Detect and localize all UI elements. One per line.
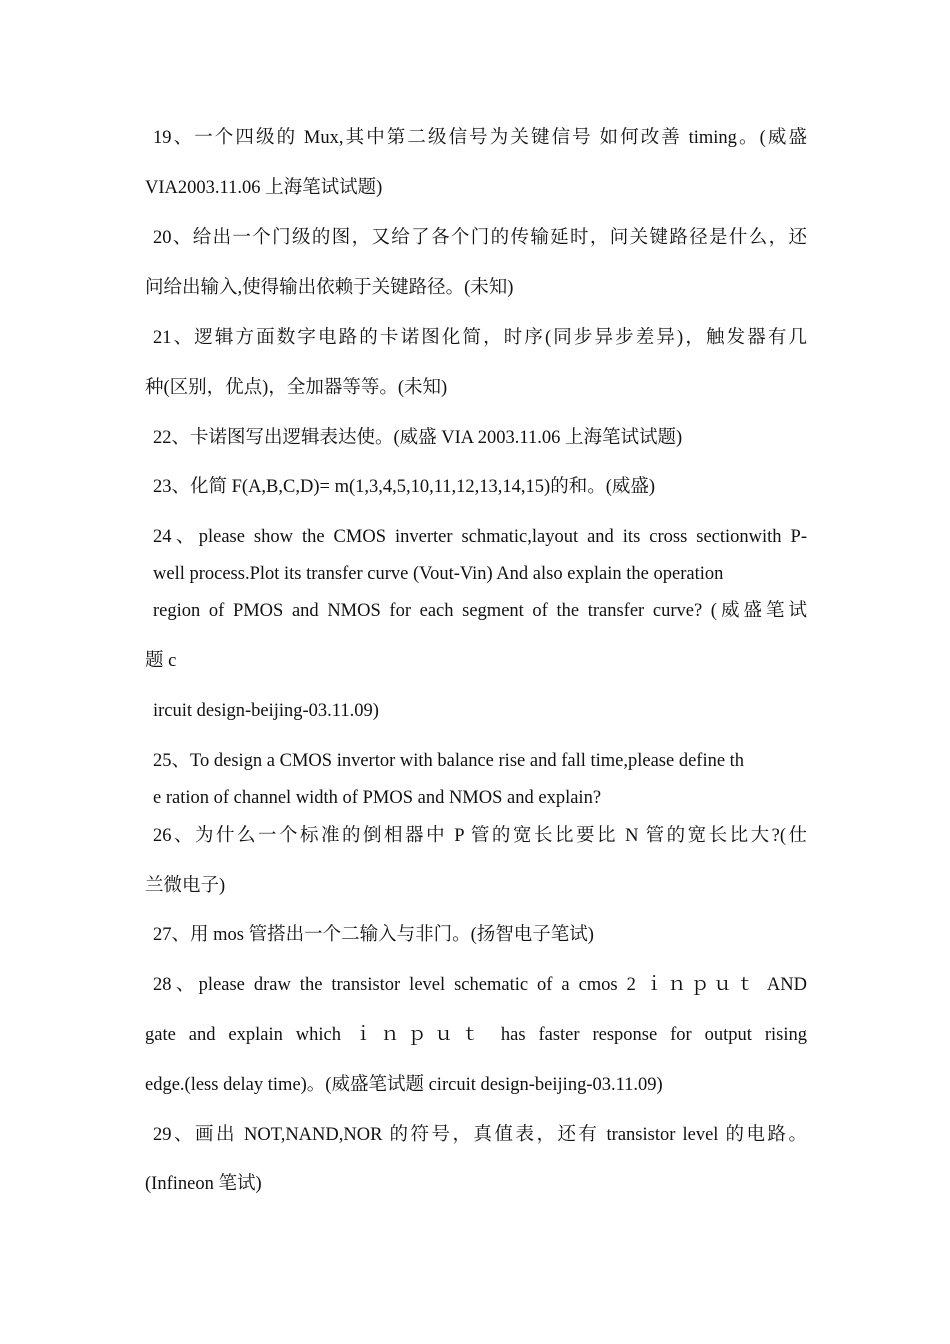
question-26-line-1: 26、为什么一个标准的倒相器中 P 管的宽长比要比 N 管的宽长比大?(仕 (153, 826, 807, 846)
question-26-line-2: 兰微电子) (145, 876, 226, 896)
question-24-line-2: well process.Plot its transfer curve (Vout-Vin) And also explain the operation (153, 564, 724, 584)
question-28-line-2: gate and explain which ｉｎｐｕｔ has faster response for output rising (145, 1025, 807, 1045)
question-24-line-5: ircuit design-beijing-03.11.09) (153, 701, 379, 721)
question-21-line-1: 21、逻辑方面数字电路的卡诺图化简，时序(同步异步差异)，触发器有几 (153, 328, 807, 348)
question-27: 27、用 mos 管搭出一个二输入与非门。(扬智电子笔试) (153, 925, 594, 945)
question-20-line-2: 问给出输入,使得输出依赖于关键路径。(未知) (145, 278, 514, 298)
question-24-line-3: region of PMOS and NMOS for each segment of the transfer curve? (威盛笔试 (153, 601, 807, 621)
question-20-line-1: 20、给出一个门级的图，又给了各个门的传输延时，问关键路径是什么，还 (153, 228, 807, 248)
question-21-line-2: 种(区别，优点)，全加器等等。(未知) (145, 378, 448, 398)
question-25-line-1: 25、To design a CMOS invertor with balance rise and fall time,please define th (153, 751, 745, 771)
question-19-line-2: VIA2003.11.06 上海笔试试题) (145, 178, 383, 198)
question-29-line-1: 29、画出 NOT,NAND,NOR 的符号，真值表，还有 transistor level 的电路。 (153, 1125, 807, 1145)
question-23: 23、化简 F(A,B,C,D)= m(1,3,4,5,10,11,12,13,14,15)的和。(威盛) (153, 477, 656, 497)
question-24-line-1: 24、please show the CMOS inverter schmatic,layout and its cross sectionwith P- (153, 527, 807, 547)
question-28-line-3: edge.(less delay time)。(威盛笔试题 circuit design-beijing-03.11.09) (145, 1075, 663, 1095)
question-19-line-1: 19、一个四级的 Mux,其中第二级信号为关键信号 如何改善 timing。(威盛 (153, 128, 807, 148)
question-28-line-1: 28、please draw the transistor level schematic of a cmos 2 ｉｎｐｕｔ AND (153, 975, 807, 995)
question-29-line-2: (Infineon 笔试) (145, 1174, 262, 1194)
question-24-line-4: 题 c (145, 651, 177, 671)
question-22: 22、卡诺图写出逻辑表达使。(威盛 VIA 2003.11.06 上海笔试试题) (153, 428, 683, 448)
question-25-line-2: e ration of channel width of PMOS and NMOS and explain? (153, 788, 602, 808)
